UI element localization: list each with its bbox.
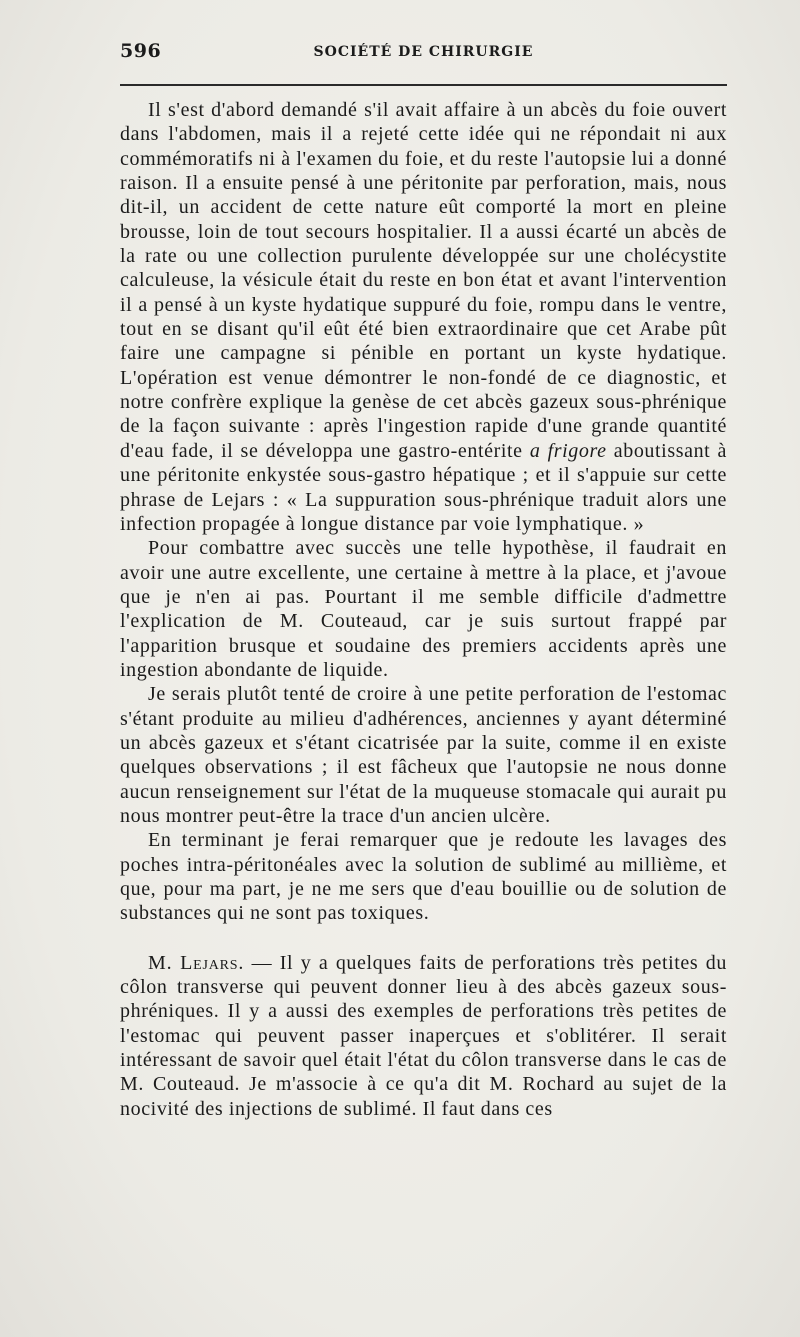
page-number: 596 bbox=[120, 40, 162, 62]
body-text bbox=[120, 98, 727, 1121]
paragraph-1-text: Il s'est d'abord demandé s'il avait affaire à un abcès du foie ouvert dans l'abdomen, mais il a rejeté cette idée qui ne répondait ni aux commémoratifs ni à l'examen du foie, et du reste l'autopsie lui a donné raison. Il a ensuite pensé à une péritonite par perforation, mais, nous dit-il, un accident de cette nature eût comporté la mort en pleine brousse, loin de tout secours hospitalier. Il a aussi écarté un abcès de la rate ou une collection purulente développée sur une cholécystite calculeuse, la vésicule était du reste en bon état et avant l'intervention il a pensé à un kyste hydatique suppuré du foie, rompu dans le ventre, tout en se disant qu'il eût été bien extraordinaire que cet Arabe pût faire une campagne si pénible en portant un kyste hydatique. L'opération est venue démontrer le non-fondé de ce diagnostic, et notre confrère explique la genèse de cet abcès gazeux sous-phrénique de la façon suivante : après l'ingestion rapide d'une grande quantité d'eau fade, il se développa une gastro-entérite bbox=[120, 99, 727, 462]
speaker-name: M. Lejars. bbox=[148, 951, 245, 974]
paragraph-1 bbox=[120, 98, 727, 536]
paragraph-2: Pour combattre avec succès une telle hypothèse, il faudrait en avoir une autre excellente, une certaine à mettre à la place, et j'avoue que je n'en ai pas. Pourtant il me semble difficile d'admettre l'explication de M. Couteaud, car je suis surtout frappé par l'apparition brusque et soudaine des premiers accidents après une ingestion abondante de liquide. bbox=[120, 537, 727, 681]
page-header bbox=[120, 40, 727, 70]
paragraph-3: Je serais plutôt tenté de croire à une petite perforation de l'estomac s'étant produite au milieu d'adhérences, anciennes y ayant déterminé un abcès gazeux et s'étant cicatrisée par la suite, comme il en existe quelques observations ; il est fâcheux que l'autopsie ne nous donne aucun renseignement sur l'état de la muqueuse stomacale qui aurait pu nous montrer peut-être la trace d'un ancien ulcère. bbox=[120, 683, 727, 827]
paragraph-1-text-after: aboutissant à une péritonite enkystée sous-gastro hépatique ; et il s'appuie sur cette phrase de Lejars : « La suppuration sous-phrénique traduit alors une infection propagée à longue distance par voie lymphatique. » bbox=[120, 439, 727, 535]
paragraph-4: En terminant je ferai remarquer que je redoute les lavages des poches intra-péritonéales avec la solution de sublimé au millième, et que, pour ma part, je ne me sers que d'eau bouillie ou de solution de substances qui ne sont pas toxiques. bbox=[120, 829, 727, 925]
paragraph-1-italic: a frigore bbox=[529, 439, 607, 462]
running-title: SOCIÉTÉ DE CHIRURGIE bbox=[313, 44, 534, 60]
header-rule bbox=[120, 84, 727, 86]
paragraph-5-text: — Il y a quelques faits de perforations très petites du côlon transverse qui peuvent donner lieu à des abcès gazeux sous-phréniques. Il y a aussi des exemples de perforations très petites de l'estomac qui peuvent passer inaperçues et s'oblitérer. Il serait intéressant de savoir quel était l'état du côlon transverse dans le cas de M. Couteaud. Je m'associe à ce qu'a dit M. Rochard au sujet de la nocivité des injections de sublimé. Il faut dans ces bbox=[120, 951, 728, 1120]
paragraph-5 bbox=[120, 951, 727, 1121]
